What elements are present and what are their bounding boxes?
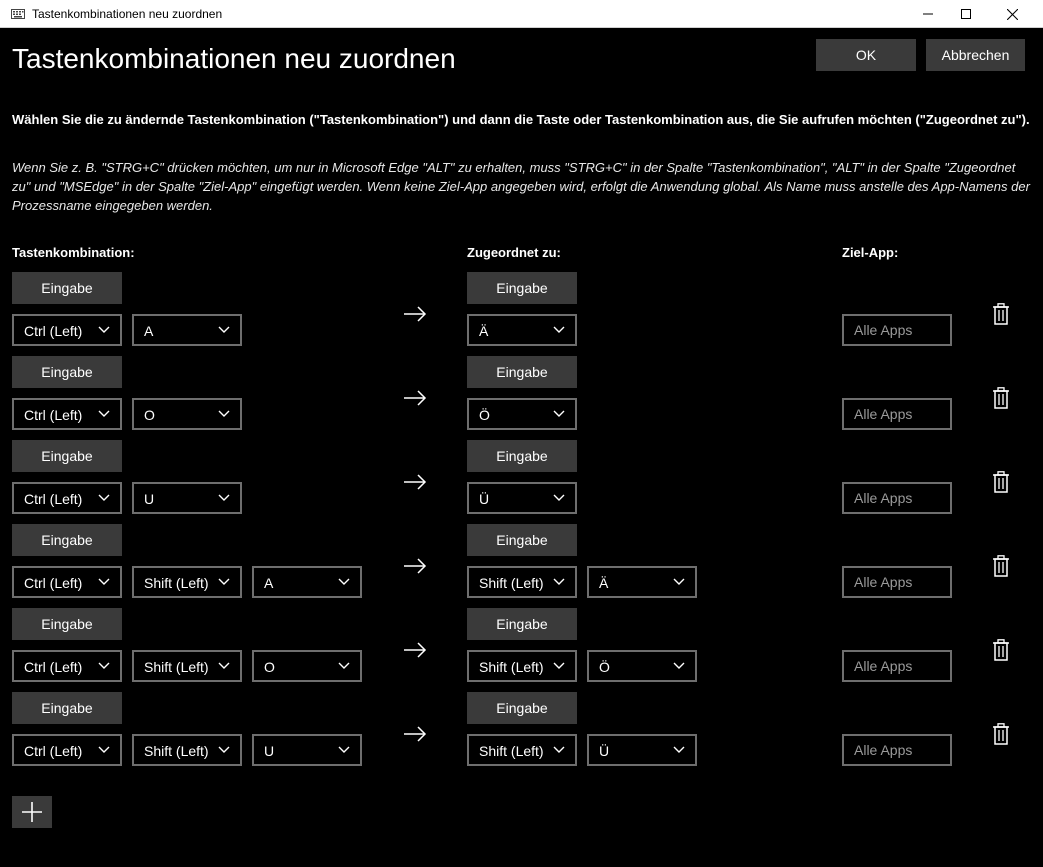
- maximize-icon: [961, 9, 971, 19]
- dropdown-value: A: [144, 323, 154, 339]
- mapped-type-button[interactable]: Eingabe: [467, 692, 577, 724]
- shortcut-key-dropdown[interactable]: [252, 650, 362, 682]
- mapped-key-dropdown[interactable]: [467, 734, 577, 766]
- shortcut-key-dropdown[interactable]: [252, 566, 362, 598]
- target-app-field[interactable]: [842, 314, 952, 346]
- chevron-down-icon: [218, 494, 230, 502]
- shortcut-key-dropdown[interactable]: [132, 734, 242, 766]
- dropdown-value: O: [144, 407, 155, 423]
- target-app-input[interactable]: [854, 736, 950, 764]
- chevron-down-icon: [553, 746, 565, 754]
- shortcut-key-dropdown[interactable]: [12, 650, 122, 682]
- target-app-field[interactable]: [842, 650, 952, 682]
- column-header-mapped: Zugeordnet zu:: [467, 245, 561, 260]
- column-header-shortcut: Tastenkombination:: [12, 245, 135, 260]
- dropdown-value: Shift (Left): [479, 659, 544, 675]
- mapped-key-dropdown[interactable]: [467, 566, 577, 598]
- type-button[interactable]: Eingabe: [12, 356, 122, 388]
- mapped-key-dropdown[interactable]: [587, 566, 697, 598]
- close-button[interactable]: [989, 0, 1035, 28]
- dropdown-value: Shift (Left): [479, 743, 544, 759]
- dropdown-value: Ctrl (Left): [24, 407, 83, 423]
- chevron-down-icon: [218, 578, 230, 586]
- delete-icon[interactable]: [992, 723, 1010, 745]
- chevron-down-icon: [218, 410, 230, 418]
- delete-icon[interactable]: [992, 303, 1010, 325]
- instruction-text: Wählen Sie die zu ändernde Tastenkombination ("Tastenkombination") und dann die Taste oder Tastenkombination aus, die Sie aufrufen möchten ("Zugeordnet zu").: [12, 112, 1030, 127]
- target-app-input[interactable]: [854, 484, 950, 512]
- chevron-down-icon: [673, 578, 685, 586]
- chevron-down-icon: [553, 578, 565, 586]
- dropdown-value: Ü: [599, 743, 610, 759]
- shortcut-key-dropdown[interactable]: [132, 482, 242, 514]
- mapped-key-dropdown[interactable]: [467, 482, 577, 514]
- arrow-right-icon: [403, 558, 427, 574]
- chevron-down-icon: [98, 494, 110, 502]
- dropdown-value: U: [264, 743, 275, 759]
- mapped-key-dropdown[interactable]: [467, 314, 577, 346]
- dropdown-value: Ctrl (Left): [24, 743, 83, 759]
- target-app-input[interactable]: [854, 400, 950, 428]
- mapped-type-button[interactable]: Eingabe: [467, 272, 577, 304]
- arrow-right-icon: [403, 726, 427, 742]
- shortcut-key-dropdown[interactable]: [252, 734, 362, 766]
- maximize-button[interactable]: [943, 0, 989, 28]
- type-button[interactable]: Eingabe: [12, 524, 122, 556]
- arrow-right-icon: [403, 642, 427, 658]
- chevron-down-icon: [338, 662, 350, 670]
- dropdown-value: Ctrl (Left): [24, 491, 83, 507]
- chevron-down-icon: [673, 662, 685, 670]
- type-button[interactable]: Eingabe: [12, 440, 122, 472]
- example-text: Wenn Sie z. B. "STRG+C" drücken möchten, um nur in Microsoft Edge "ALT" zu erhalten, muss "STRG+C" in der Spalte "Tastenkombination", "ALT" in der Spalte "Zugeordnet zu" und "MSEdge" in der Spalte "Ziel-App" eingefügt werden. Wenn keine Ziel-App angegeben wird, erfolgt die Anwendung global. Als Name muss anstelle des App-Namens der Prozessname eingegeben werden.: [12, 160, 1030, 213]
- cancel-button[interactable]: Abbrechen: [926, 39, 1025, 71]
- shortcut-key-dropdown[interactable]: [132, 566, 242, 598]
- chevron-down-icon: [98, 578, 110, 586]
- delete-icon[interactable]: [992, 471, 1010, 493]
- dropdown-value: Shift (Left): [479, 575, 544, 591]
- column-header-target-app: Ziel-App:: [842, 245, 899, 260]
- keyboard-icon: [11, 9, 25, 19]
- arrow-right-icon: [403, 306, 427, 322]
- dropdown-value: Ctrl (Left): [24, 575, 83, 591]
- plus-icon: [22, 802, 42, 822]
- chevron-down-icon: [553, 326, 565, 334]
- dropdown-value: Ä: [479, 323, 489, 339]
- chevron-down-icon: [98, 662, 110, 670]
- shortcut-key-dropdown[interactable]: [12, 734, 122, 766]
- dropdown-value: O: [264, 659, 275, 675]
- dropdown-value: Ctrl (Left): [24, 659, 83, 675]
- chevron-down-icon: [218, 746, 230, 754]
- window-title: Tastenkombinationen neu zuordnen: [32, 7, 223, 21]
- target-app-field[interactable]: [842, 482, 952, 514]
- mapped-type-button[interactable]: Eingabe: [467, 356, 577, 388]
- type-button[interactable]: Eingabe: [12, 608, 122, 640]
- shortcut-key-dropdown[interactable]: [12, 314, 122, 346]
- target-app-field[interactable]: [842, 398, 952, 430]
- mapped-key-dropdown[interactable]: [587, 734, 697, 766]
- type-button[interactable]: Eingabe: [12, 692, 122, 724]
- shortcut-key-dropdown[interactable]: [12, 398, 122, 430]
- page-title: Tastenkombinationen neu zuordnen: [12, 43, 456, 74]
- chevron-down-icon: [98, 410, 110, 418]
- mapped-type-button[interactable]: Eingabe: [467, 608, 577, 640]
- dropdown-value: Ö: [479, 407, 490, 423]
- mapped-type-button[interactable]: Eingabe: [467, 440, 577, 472]
- close-icon: [1007, 9, 1018, 20]
- delete-icon[interactable]: [992, 387, 1010, 409]
- dropdown-value: Ü: [479, 491, 490, 507]
- mapped-key-dropdown[interactable]: [467, 398, 577, 430]
- mapped-key-dropdown[interactable]: [467, 650, 577, 682]
- dropdown-value: Ctrl (Left): [24, 323, 83, 339]
- add-shortcut-button[interactable]: [12, 796, 52, 828]
- chevron-down-icon: [218, 662, 230, 670]
- chevron-down-icon: [218, 326, 230, 334]
- shortcut-key-dropdown[interactable]: [12, 482, 122, 514]
- delete-icon[interactable]: [992, 639, 1010, 661]
- mapped-type-button[interactable]: Eingabe: [467, 524, 577, 556]
- target-app-field[interactable]: [842, 734, 952, 766]
- dropdown-value: Shift (Left): [144, 659, 209, 675]
- dropdown-value: A: [264, 575, 274, 591]
- delete-icon[interactable]: [992, 555, 1010, 577]
- chevron-down-icon: [338, 578, 350, 586]
- target-app-input[interactable]: [854, 652, 950, 680]
- chevron-down-icon: [98, 746, 110, 754]
- target-app-field[interactable]: [842, 566, 952, 598]
- chevron-down-icon: [673, 746, 685, 754]
- arrow-right-icon: [403, 474, 427, 490]
- shortcut-key-dropdown[interactable]: [132, 314, 242, 346]
- chevron-down-icon: [338, 746, 350, 754]
- target-app-input[interactable]: [854, 316, 950, 344]
- chevron-down-icon: [553, 662, 565, 670]
- dropdown-value: Ä: [599, 575, 609, 591]
- ok-button[interactable]: OK: [816, 39, 916, 71]
- dropdown-value: Shift (Left): [144, 743, 209, 759]
- minimize-icon: [923, 9, 933, 19]
- chevron-down-icon: [553, 494, 565, 502]
- mapped-key-dropdown[interactable]: [587, 650, 697, 682]
- type-button[interactable]: Eingabe: [12, 272, 122, 304]
- target-app-input[interactable]: [854, 568, 950, 596]
- dropdown-value: Shift (Left): [144, 575, 209, 591]
- shortcut-key-dropdown[interactable]: [132, 650, 242, 682]
- shortcut-key-dropdown[interactable]: [12, 566, 122, 598]
- shortcut-key-dropdown[interactable]: [132, 398, 242, 430]
- dropdown-value: Ö: [599, 659, 610, 675]
- title-bar: [0, 0, 1043, 28]
- chevron-down-icon: [553, 410, 565, 418]
- chevron-down-icon: [98, 326, 110, 334]
- arrow-right-icon: [403, 390, 427, 406]
- dropdown-value: U: [144, 491, 155, 507]
